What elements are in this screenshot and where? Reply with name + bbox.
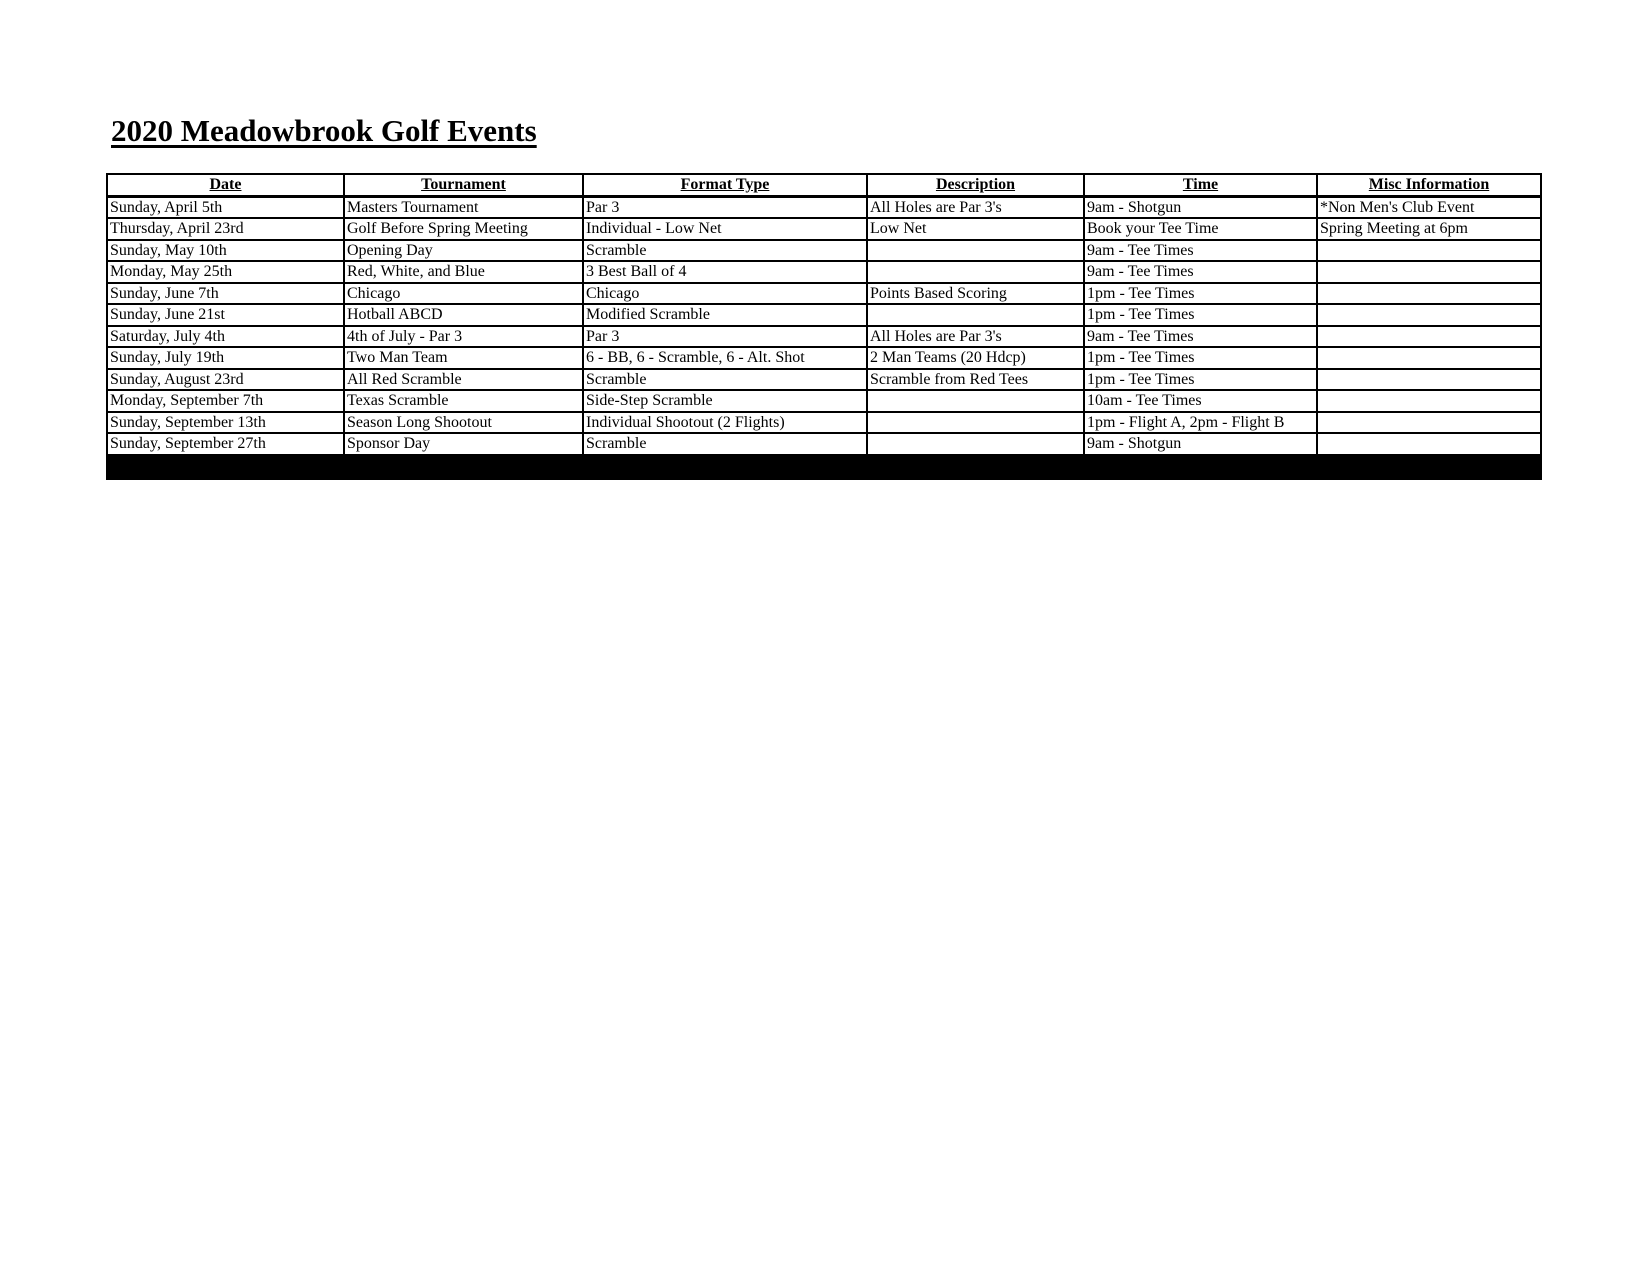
cell-tournament: Opening Day [344,240,583,262]
cell-misc-information [1317,390,1541,412]
cell-misc-information: *Non Men's Club Event [1317,196,1541,218]
cell-time: 1pm - Tee Times [1084,369,1317,391]
cell-date: Sunday, July 19th [107,347,344,369]
cell-misc-information: Spring Meeting at 6pm [1317,218,1541,240]
header-misc-information: Misc Information [1317,174,1541,196]
cell-date: Monday, September 7th [107,390,344,412]
table-row [107,390,1541,412]
cell-tournament: All Red Scramble [344,369,583,391]
table-row [107,283,1541,305]
cell-misc-information [1317,347,1541,369]
header-row [107,174,1541,196]
table-row [107,261,1541,283]
cell-time: 9am - Shotgun [1084,433,1317,455]
cell-time: 1pm - Tee Times [1084,304,1317,326]
table-row [107,196,1541,218]
cell-time: 9am - Tee Times [1084,326,1317,348]
cell-date: Sunday, June 21st [107,304,344,326]
cell-misc-information [1317,326,1541,348]
events-table-container [106,173,1540,480]
cell-tournament: Golf Before Spring Meeting [344,218,583,240]
table-footer-bar [107,455,1541,479]
cell-time: 10am - Tee Times [1084,390,1317,412]
cell-description [867,433,1084,455]
cell-description: Points Based Scoring [867,283,1084,305]
cell-tournament: Two Man Team [344,347,583,369]
cell-misc-information [1317,433,1541,455]
cell-time: 1pm - Tee Times [1084,283,1317,305]
cell-description: All Holes are Par 3's [867,326,1084,348]
cell-time: 1pm - Tee Times [1084,347,1317,369]
cell-date: Thursday, April 23rd [107,218,344,240]
cell-time: Book your Tee Time [1084,218,1317,240]
table-row [107,347,1541,369]
cell-tournament: Chicago [344,283,583,305]
cell-description: Scramble from Red Tees [867,369,1084,391]
cell-date: Sunday, September 27th [107,433,344,455]
cell-format-type: Side-Step Scramble [583,390,867,412]
cell-misc-information [1317,412,1541,434]
cell-date: Sunday, April 5th [107,196,344,218]
cell-time: 9am - Tee Times [1084,240,1317,262]
table-body [107,196,1541,479]
table-row [107,240,1541,262]
cell-format-type: Modified Scramble [583,304,867,326]
cell-format-type: Scramble [583,369,867,391]
cell-format-type: Scramble [583,433,867,455]
cell-description [867,240,1084,262]
header-date: Date [107,174,344,196]
cell-tournament: Texas Scramble [344,390,583,412]
cell-date: Monday, May 25th [107,261,344,283]
cell-format-type: Chicago [583,283,867,305]
cell-format-type: Scramble [583,240,867,262]
cell-description [867,261,1084,283]
cell-date: Sunday, August 23rd [107,369,344,391]
cell-format-type: 6 - BB, 6 - Scramble, 6 - Alt. Shot [583,347,867,369]
cell-tournament: Red, White, and Blue [344,261,583,283]
table-row [107,433,1541,455]
cell-description: Low Net [867,218,1084,240]
cell-date: Saturday, July 4th [107,326,344,348]
cell-format-type: Par 3 [583,326,867,348]
cell-tournament: Masters Tournament [344,196,583,218]
cell-time: 1pm - Flight A, 2pm - Flight B [1084,412,1317,434]
cell-date: Sunday, May 10th [107,240,344,262]
cell-date: Sunday, June 7th [107,283,344,305]
cell-description [867,412,1084,434]
page-title: 2020 Meadowbrook Golf Events [111,113,537,148]
header-time: Time [1084,174,1317,196]
table-row [107,218,1541,240]
cell-time: 9am - Tee Times [1084,261,1317,283]
cell-format-type: Individual - Low Net [583,218,867,240]
cell-misc-information [1317,261,1541,283]
header-description: Description [867,174,1084,196]
cell-tournament: 4th of July - Par 3 [344,326,583,348]
header-tournament: Tournament [344,174,583,196]
cell-description: All Holes are Par 3's [867,196,1084,218]
cell-format-type: Individual Shootout (2 Flights) [583,412,867,434]
cell-format-type: Par 3 [583,196,867,218]
cell-date: Sunday, September 13th [107,412,344,434]
events-table [106,173,1542,480]
cell-description [867,390,1084,412]
table-row [107,369,1541,391]
table-row [107,412,1541,434]
table-row [107,326,1541,348]
cell-tournament: Season Long Shootout [344,412,583,434]
cell-tournament: Hotball ABCD [344,304,583,326]
cell-misc-information [1317,369,1541,391]
cell-misc-information [1317,304,1541,326]
header-format-type: Format Type [583,174,867,196]
cell-time: 9am - Shotgun [1084,196,1317,218]
cell-description [867,304,1084,326]
cell-tournament: Sponsor Day [344,433,583,455]
cell-description: 2 Man Teams (20 Hdcp) [867,347,1084,369]
table-row [107,304,1541,326]
cell-misc-information [1317,283,1541,305]
footer-bar-cell [107,455,1541,479]
table-header [107,174,1541,196]
cell-misc-information [1317,240,1541,262]
cell-format-type: 3 Best Ball of 4 [583,261,867,283]
